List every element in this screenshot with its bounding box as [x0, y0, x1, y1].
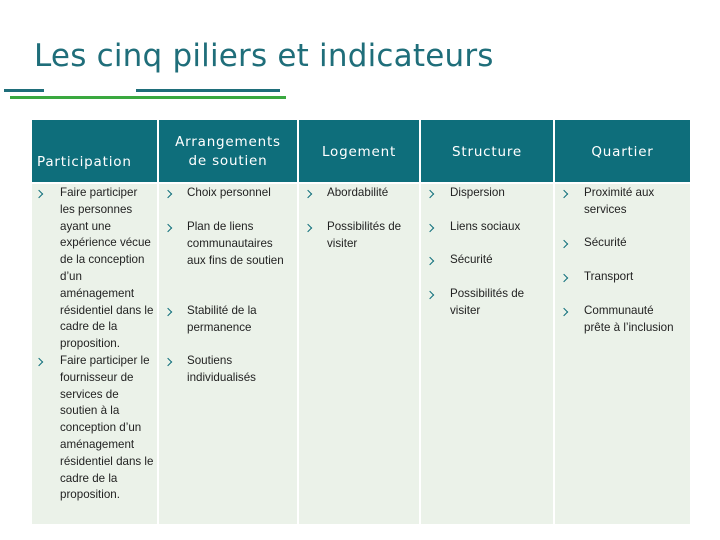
- chevron-right-icon: [35, 190, 43, 198]
- column-arrangements: [159, 120, 297, 524]
- list-item: Proximité aux services: [584, 186, 655, 216]
- chevron-right-icon: [164, 190, 172, 198]
- list-item: Stabilité de la permanence: [187, 304, 257, 334]
- list-item: Sécurité: [584, 236, 627, 249]
- header-arrangements: Arrangements de soutien: [159, 120, 297, 182]
- list-item: Abordabilité: [327, 186, 389, 199]
- list-item: Faire participer les personnes ayant une expérience vécue de la conception d’un aménagement résidentiel dans le cadre de la proposition.: [60, 186, 154, 351]
- chevron-right-icon: [164, 224, 172, 232]
- chevron-right-icon: [164, 358, 172, 366]
- column-quartier: [555, 120, 690, 524]
- chevron-right-icon: [304, 224, 312, 232]
- title-underline-teal: [4, 89, 44, 92]
- chevron-right-icon: [560, 308, 568, 316]
- list-item: Dispersion: [450, 186, 505, 199]
- list-item: Choix personnel: [187, 186, 271, 199]
- title-underline-green: [10, 96, 286, 99]
- column-logement: [299, 120, 419, 524]
- chevron-right-icon: [426, 257, 434, 265]
- list-item: Possibilités de visiter: [327, 220, 402, 250]
- column-participation: [32, 120, 157, 524]
- list-item: Sécurité: [450, 253, 493, 266]
- cell-participation: [32, 184, 157, 524]
- header-structure: Structure: [421, 120, 553, 182]
- chevron-right-icon: [426, 190, 434, 198]
- chevron-right-icon: [164, 308, 172, 316]
- chevron-right-icon: [426, 291, 434, 299]
- cell-logement: [299, 184, 419, 524]
- chevron-right-icon: [35, 358, 43, 366]
- column-structure: [421, 120, 553, 524]
- pillars-table: [32, 120, 690, 524]
- header-logement: Logement: [299, 120, 419, 182]
- cell-structure: [421, 184, 553, 524]
- list-item: Communauté prête à l’inclusion: [584, 304, 674, 334]
- list-item: Liens sociaux: [450, 220, 521, 233]
- chevron-right-icon: [560, 274, 568, 282]
- list-item: Faire participer le fournisseur de services de soutien à la conception d’un aménagement résidentiel dans le cadre de la proposition.: [60, 354, 154, 502]
- header-participation: Participation: [32, 120, 157, 182]
- list-item: Plan de liens communautaires aux fins de soutien: [187, 220, 284, 267]
- list-item: Possibilités de visiter: [450, 287, 525, 317]
- page-title: Les cinq piliers et indicateurs: [34, 38, 494, 74]
- list-item: Soutiens individualisés: [187, 354, 256, 384]
- chevron-right-icon: [560, 240, 568, 248]
- chevron-right-icon: [560, 190, 568, 198]
- cell-arrangements: [159, 184, 297, 524]
- chevron-right-icon: [426, 224, 434, 232]
- title-underline-teal-2: [136, 89, 280, 92]
- chevron-right-icon: [304, 190, 312, 198]
- header-quartier: Quartier: [555, 120, 690, 182]
- list-item: Transport: [584, 270, 634, 283]
- cell-quartier: [555, 184, 690, 524]
